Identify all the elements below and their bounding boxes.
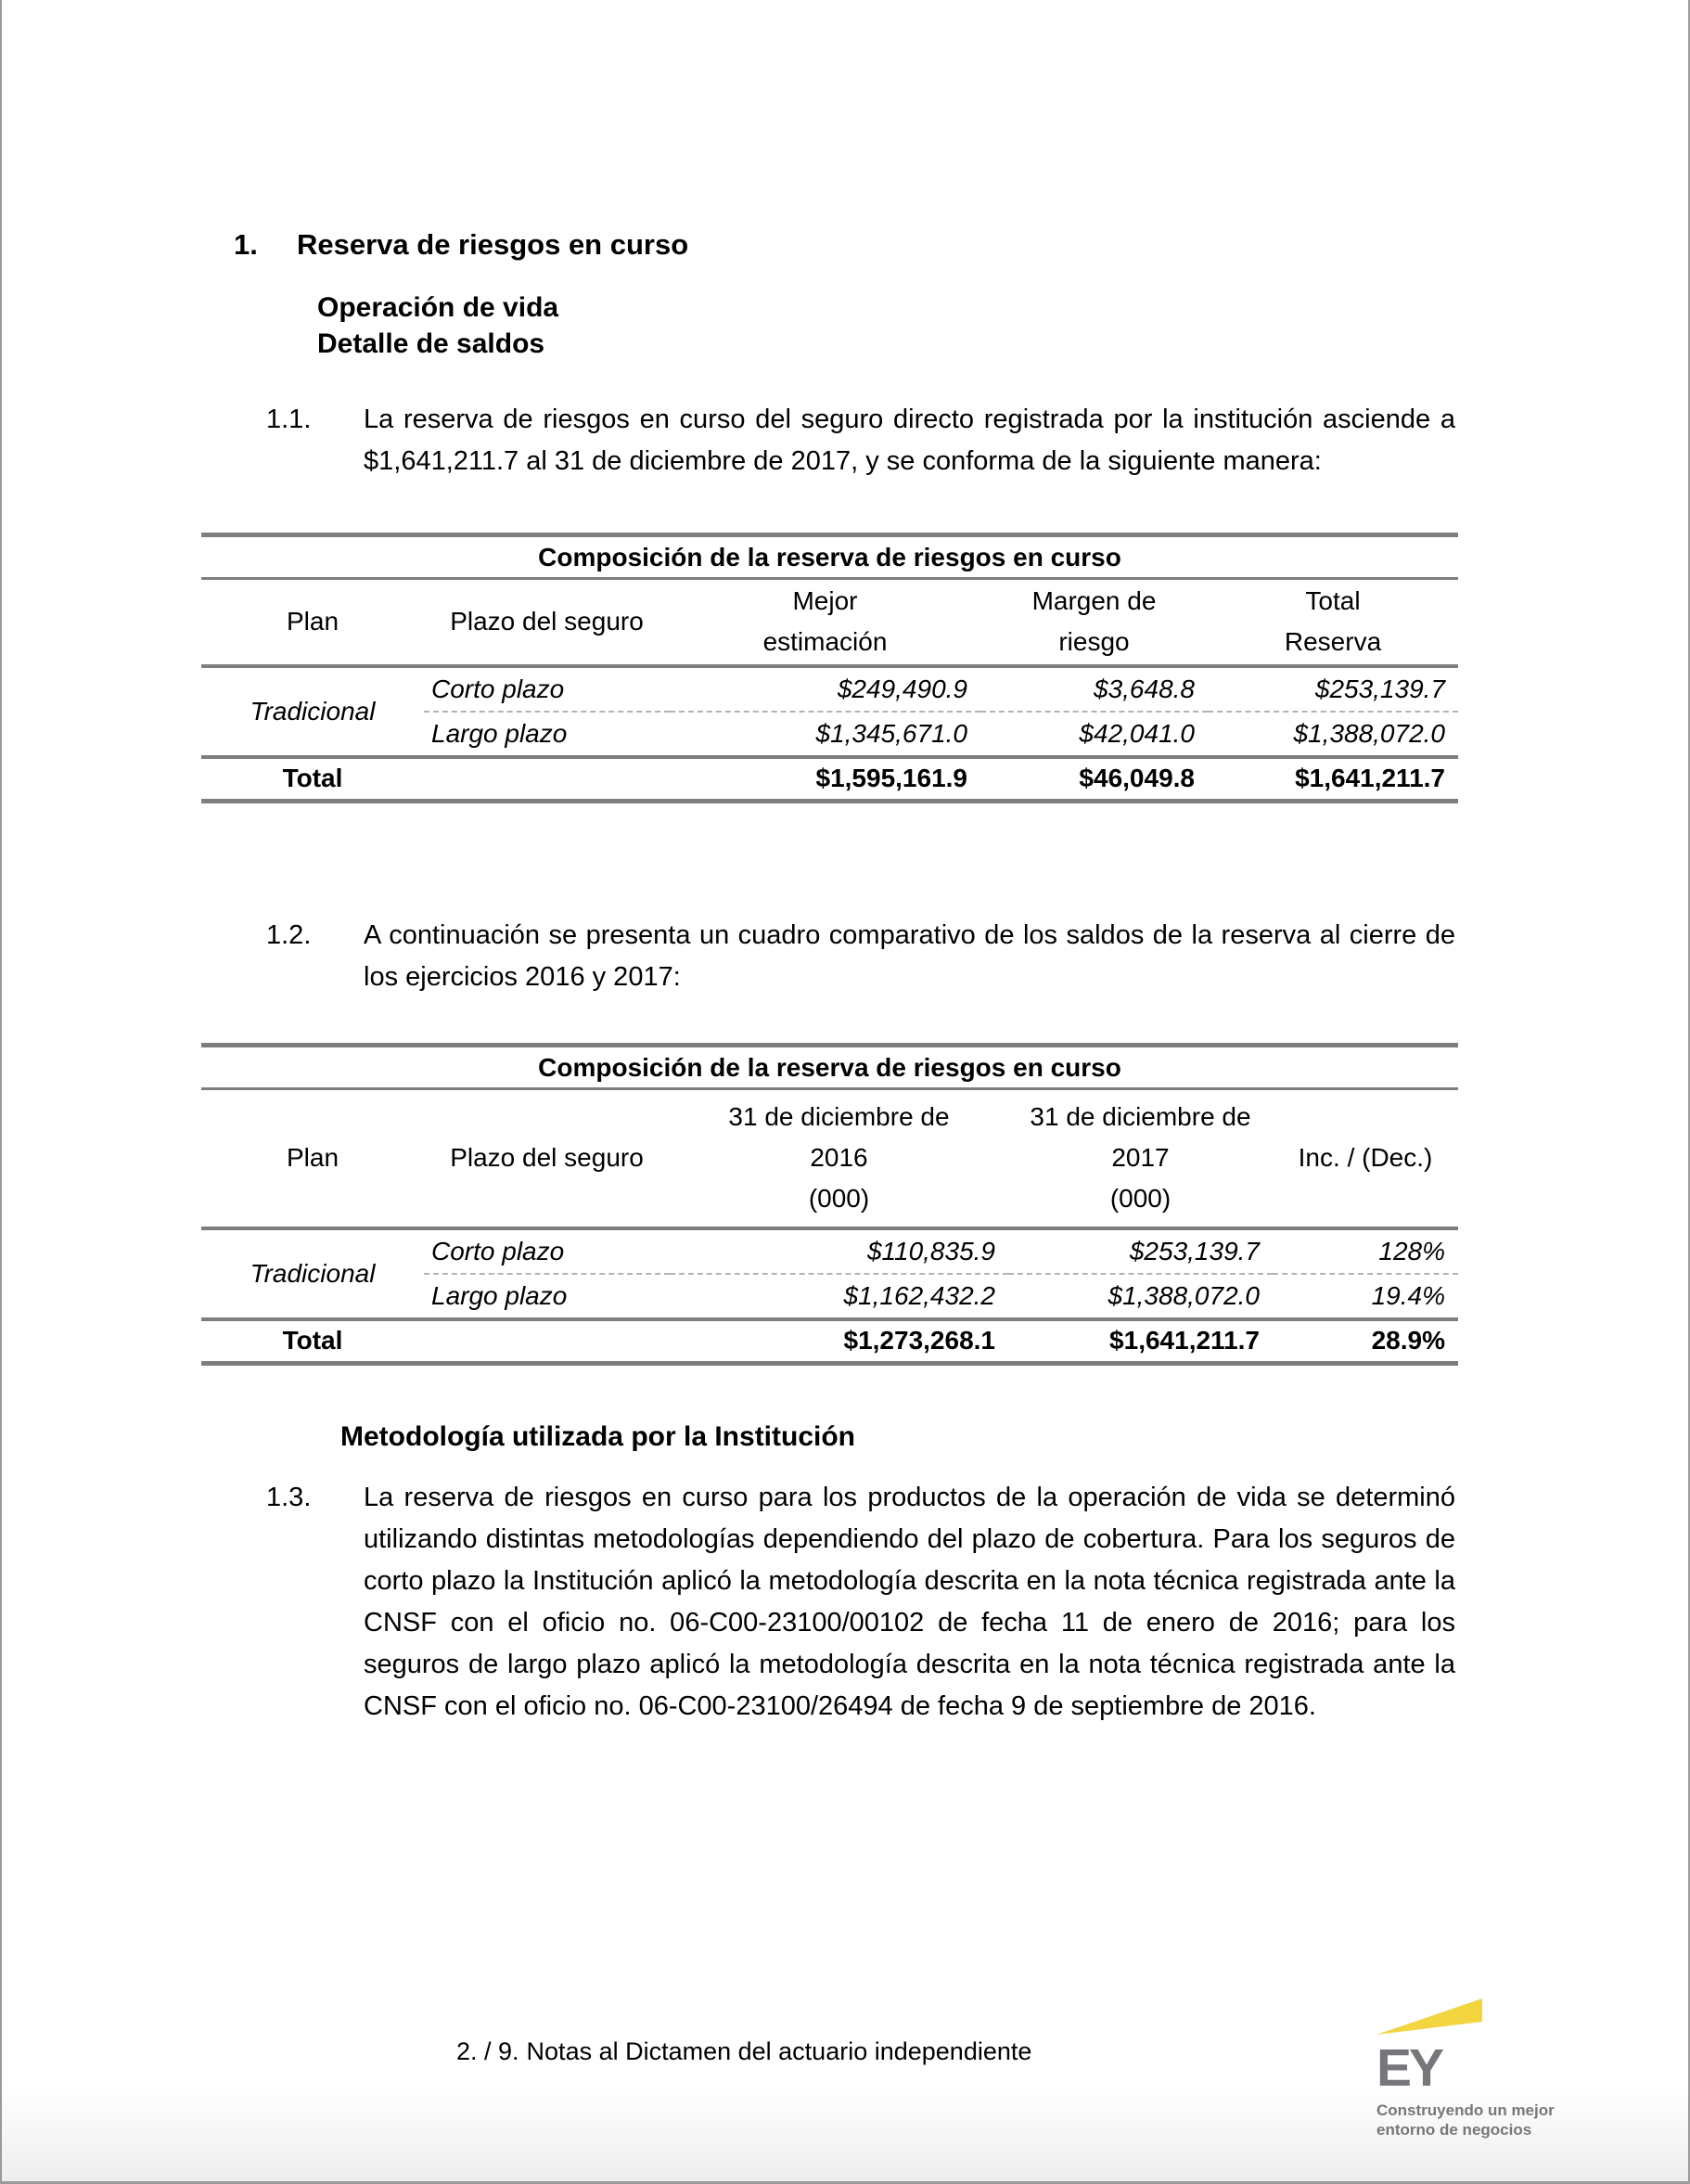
plan-cell: Tradicional — [250, 1258, 376, 1288]
header-total-reserva: Total Reserva — [1208, 579, 1458, 666]
value-cell: $253,139.7 — [1208, 666, 1458, 712]
table-header-row — [201, 579, 1458, 666]
table-title: Composición de la reserva de riesgos en curso — [201, 1046, 1458, 1089]
header-inc-dec: Inc. / (Dec.) — [1273, 1089, 1458, 1228]
subtitle-block — [317, 289, 558, 362]
paragraph-1-3 — [266, 1477, 1455, 1728]
ey-logo — [1376, 1997, 1581, 2139]
total-value-cell: $1,595,161.9 — [670, 757, 980, 802]
header-plazo: Plazo del seguro — [424, 1089, 670, 1228]
plazo-cell: Corto plazo — [424, 666, 670, 712]
header-plan: Plan — [201, 579, 424, 666]
total-value-cell: $46,049.8 — [980, 757, 1208, 802]
paragraph-1-1 — [266, 399, 1455, 482]
header-margen-riesgo: Margen de riesgo — [980, 579, 1208, 666]
subtitle-operacion-de-vida: Operación de vida — [317, 292, 559, 323]
ey-beam-icon — [1376, 1997, 1484, 2036]
header-2017: 31 de diciembre de 2017 (000) — [1008, 1089, 1273, 1228]
value-cell: $1,162,432.2 — [843, 1280, 995, 1310]
page-footer — [456, 2037, 1039, 2066]
paragraph-1-2 — [266, 915, 1455, 998]
table-header-row — [201, 1089, 1458, 1228]
total-label: Total — [201, 1319, 424, 1364]
table-total-row — [201, 1319, 1458, 1364]
methodology-heading: Metodología utilizada por la Institución — [340, 1421, 855, 1452]
plazo-cell: Largo plazo — [431, 718, 568, 748]
table-title-row — [201, 1046, 1458, 1089]
paragraph-number: 1.1. — [266, 405, 312, 434]
ey-tagline: Construyendo un mejor entorno de negocios — [1376, 2101, 1555, 2139]
table-title: Composición de la reserva de riesgos en curso — [201, 535, 1458, 579]
value-cell: $110,835.9 — [670, 1228, 1008, 1274]
header-2016: 31 de diciembre de 2016 (000) — [670, 1089, 1008, 1228]
ey-brand-text: EY — [1376, 2038, 1442, 2098]
header-plazo: Plazo del seguro — [424, 579, 670, 666]
value-cell: $1,388,072.0 — [1293, 718, 1446, 748]
table-row — [201, 666, 1458, 712]
paragraph-number: 1.2. — [266, 920, 312, 950]
plan-cell: Tradicional — [250, 696, 376, 726]
value-cell: $1,388,072.0 — [1107, 1280, 1260, 1310]
paragraph-text: La reserva de riesgos en curso del seguro directo registrada por la institución asciende a $1,641,211.7 al 31 de diciembre de 2017, y se conforma de la siguiente manera: — [364, 405, 1455, 476]
subtitle-detalle-de-saldos: Detalle de saldos — [317, 328, 545, 359]
header-plan: Plan — [201, 1089, 424, 1228]
table-composicion-reserva-2017 — [201, 533, 1458, 803]
table-title-row — [201, 535, 1458, 579]
value-cell: $253,139.7 — [1008, 1228, 1273, 1274]
empty-cell — [424, 757, 670, 802]
table-comparativo-2016-2017 — [201, 1043, 1458, 1366]
value-cell: $3,648.8 — [980, 666, 1208, 712]
value-cell: $42,041.0 — [1079, 718, 1195, 748]
total-label: Total — [201, 757, 424, 802]
paragraph-text: La reserva de riesgos en curso para los productos de la operación de vida se determinó utilizando distintas metodologías dependiendo del plazo de cobertura. Para los seguros de corto plazo la Institución aplicó la metodología descrita en la nota técnica registrada ante la CNSF con el oficio no. 06-C00-23100/00102 de fecha 11 de enero de 2016; para los seguros de largo plazo aplicó la metodología descrita en la nota técnica registrada ante la CNSF con el oficio no. 06-C00-23100/26494 de fecha 9 de septiembre de 2016. — [364, 1483, 1455, 1721]
value-cell: $249,490.9 — [670, 666, 980, 712]
footer-text: Notas al Dictamen del actuario independiente — [526, 2037, 1032, 2065]
value-cell: 128% — [1273, 1228, 1458, 1274]
page-indicator: 2. / 9. — [456, 2037, 519, 2065]
empty-cell — [424, 1319, 670, 1364]
paragraph-text: A continuación se presenta un cuadro comparativo de los saldos de la reserva al cierre de los ejercicios 2016 y 2017: — [364, 920, 1455, 992]
header-mejor-estimacion: Mejor estimación — [670, 579, 980, 666]
table-total-row — [201, 757, 1458, 802]
total-value-cell: $1,273,268.1 — [670, 1319, 1008, 1364]
value-cell: 19.4% — [1371, 1280, 1446, 1310]
total-value-cell: $1,641,211.7 — [1008, 1319, 1273, 1364]
total-value-cell: $1,641,211.7 — [1208, 757, 1458, 802]
value-cell: $1,345,671.0 — [815, 718, 967, 748]
table-row — [201, 1228, 1458, 1274]
section-title: Reserva de riesgos en curso — [297, 228, 689, 261]
section-number: 1. — [234, 228, 258, 261]
paragraph-number: 1.3. — [266, 1483, 312, 1512]
total-value-cell: 28.9% — [1273, 1319, 1458, 1364]
section-heading — [234, 228, 688, 262]
plazo-cell: Corto plazo — [424, 1228, 670, 1274]
plazo-cell: Largo plazo — [431, 1280, 568, 1310]
